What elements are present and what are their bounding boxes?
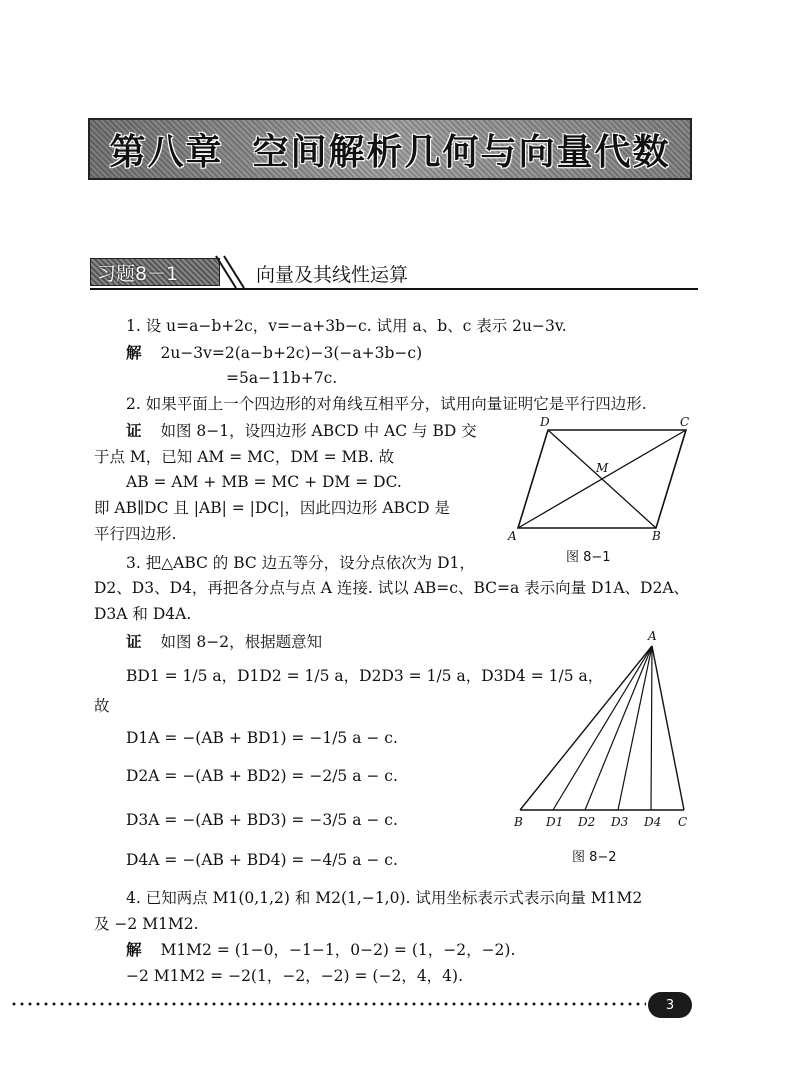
section-slash-decoration [210, 254, 250, 290]
problem-3-therefore: 故 [94, 697, 110, 715]
label-d2: D2 [578, 815, 596, 829]
solution-text: M1M2 = (1−0，−1−1，0−2) = (1，−2，−2). [160, 941, 516, 959]
problem-4-solution-line-2: −2 M1M2 = −2(1，−2，−2) = (−2，4，4). [126, 967, 464, 985]
solution-line-2: =5a−11b+7c. [226, 369, 338, 387]
diagonal-bd [548, 430, 656, 528]
label-c: C [678, 815, 688, 829]
footer-dotted-rule [10, 1002, 646, 1006]
solution-line-1: 2u−3v=2(a−b+2c)−3(−a+3b−c) [160, 344, 423, 362]
chapter-title: 第八章 空间解析几何与向量代数 [109, 131, 671, 173]
problem-3-statement-line-1: 3. 把△ABC 的 BC 边五等分，设分点依次为 D1， [126, 554, 475, 572]
label-m: M [596, 461, 609, 475]
problem-3-statement-line-2: D2、D3、D4，再把各分点与点 A 连接. 试以 AB=c、BC=a 表示向量 D1A、D2A、 [94, 579, 690, 597]
problem-3-proof-intro [126, 632, 322, 652]
proof-label: 证 [126, 632, 142, 651]
solution-label: 解 [126, 343, 142, 362]
segment-ad2 [585, 646, 652, 810]
label-d1: D1 [546, 815, 564, 829]
label-a: A [648, 629, 657, 643]
problem-1-statement: 1. 设 u=a−b+2c，v=−a+3b−c. 试用 a、b、c 表示 2u−3v. [126, 317, 567, 335]
problem-3-statement-line-3: D3A 和 D4A. [94, 605, 192, 623]
problem-4-statement-line-2: 及 −2 M1M2. [94, 915, 199, 933]
problem-3-result-4: D4A = −(AB + BD4) = −4/5 a − c. [126, 851, 398, 869]
label-a: A [508, 529, 517, 543]
proof-text: 如图 8−1，设四边形 ABCD 中 AC 与 BD 交 [160, 422, 477, 440]
problem-2-statement: 2. 如果平面上一个四边形的对角线互相平分，试用向量证明它是平行四边形. [126, 395, 647, 413]
section-tag: 习题8－1 [90, 258, 220, 286]
problem-2-proof-line-2: 于点 M，已知 AM = MC，DM = MB. 故 [94, 448, 395, 466]
figure-8-2-triangle [508, 628, 704, 838]
segment-ab [520, 646, 652, 810]
problem-3-result-2: D2A = −(AB + BD2) = −2/5 a − c. [126, 767, 398, 785]
problem-3-given: BD1 = 1/5 a，D1D2 = 1/5 a，D2D3 = 1/5 a，D3D4 = 1/5 a， [126, 667, 604, 685]
solution-label: 解 [126, 940, 142, 959]
label-d4: D4 [644, 815, 662, 829]
label-c: C [680, 415, 690, 429]
problem-2-proof-line-4: 即 AB∥DC 且 |AB| = |DC|，因此四边形 ABCD 是 [94, 499, 450, 517]
figure-8-1-parallelogram [504, 414, 700, 544]
label-d: D [540, 415, 550, 429]
segment-ad3 [618, 646, 652, 810]
label-b: B [652, 529, 661, 543]
problem-2-proof-line-5: 平行四边形. [94, 525, 177, 543]
label-d3: D3 [611, 815, 629, 829]
problem-2-proof-line-1 [126, 421, 477, 441]
segment-ad1 [553, 646, 652, 810]
chapter-banner [88, 118, 692, 180]
problem-3-result-1: D1A = −(AB + BD1) = −1/5 a − c. [126, 729, 398, 747]
figure-8-1-caption: 图 8−1 [566, 550, 611, 565]
problem-1-solution [126, 343, 422, 363]
section-rule [90, 288, 698, 290]
problem-4-statement-line-1: 4. 已知两点 M1(0,1,2) 和 M2(1,−1,0). 试用坐标表示式表示向量 M1M2 [126, 889, 643, 907]
problem-3-result-3: D3A = −(AB + BD3) = −3/5 a − c. [126, 811, 398, 829]
label-b: B [514, 815, 523, 829]
page-number: 3 [648, 992, 692, 1018]
proof-text: 如图 8−2，根据题意知 [160, 633, 323, 651]
segment-ac [652, 646, 684, 810]
section-title: 向量及其线性运算 [256, 264, 409, 286]
figure-8-2-caption: 图 8−2 [572, 850, 617, 865]
segment-ad4 [651, 646, 652, 810]
problem-2-proof-line-3: AB = AM + MB = MC + DM = DC. [126, 473, 402, 491]
problem-4-solution-line-1 [126, 940, 515, 960]
section-header [90, 254, 698, 290]
proof-label: 证 [126, 421, 142, 440]
